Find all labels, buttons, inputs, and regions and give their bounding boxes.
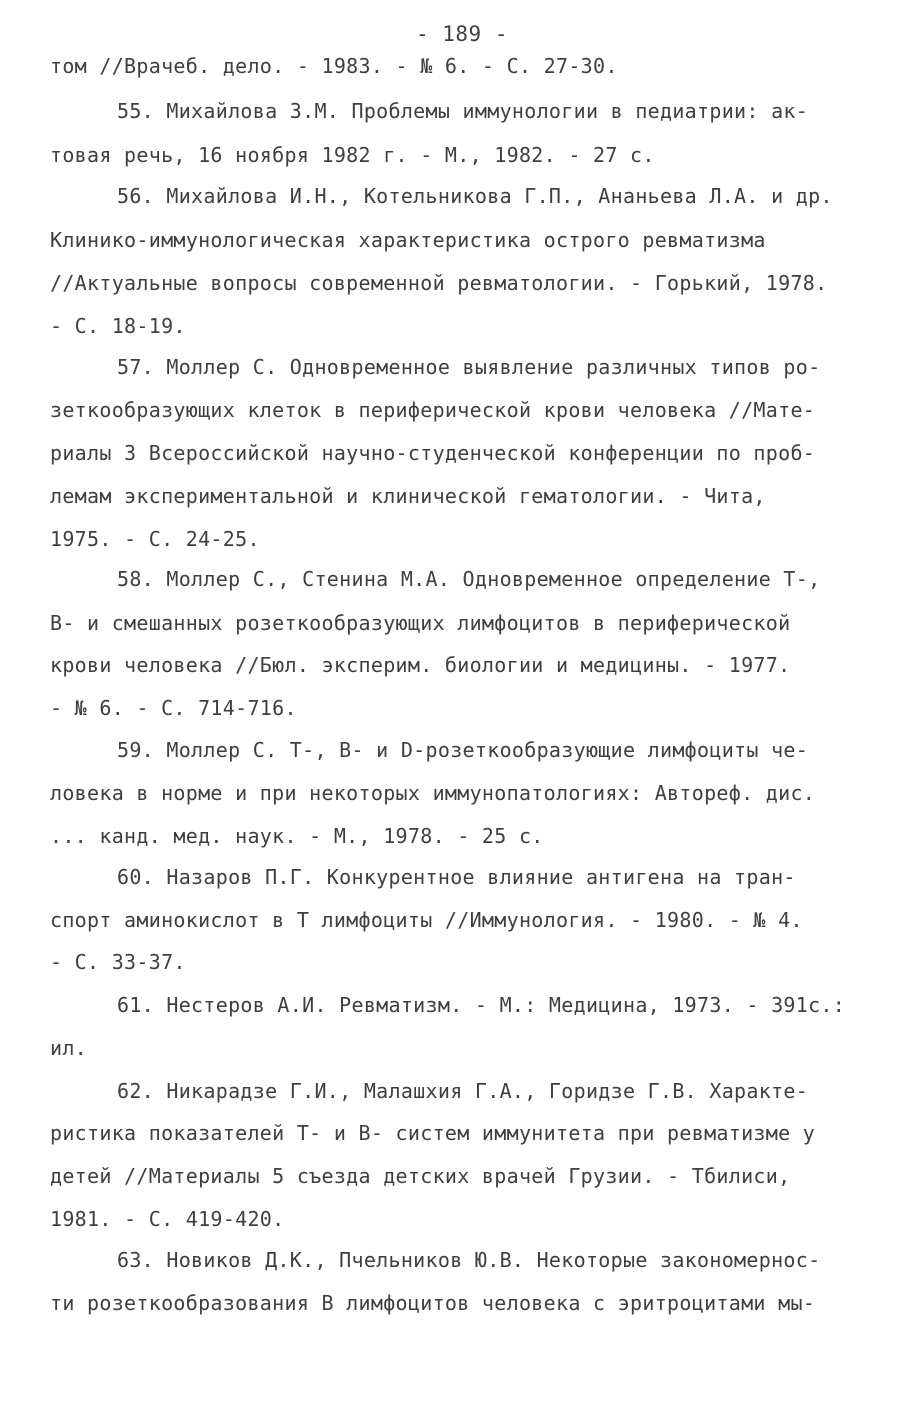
reference-59-line-3: ... канд. мед. наук. - М., 1978. - 25 с. xyxy=(50,824,544,848)
reference-63-line-1: 63. Новиков Д.К., Пчельников Ю.В. Некоторые закономернос- xyxy=(117,1248,821,1272)
reference-62-line-3: детей //Материалы 5 съезда детских врачей Грузии. - Тбилиси, xyxy=(50,1164,791,1188)
reference-57-line-1: 57. Моллер С. Одновременное выявление различных типов ро- xyxy=(117,355,821,379)
page-number: - 189 - xyxy=(415,22,508,46)
reference-58-line-2: В- и смешанных розеткообразующих лимфоцитов в периферической xyxy=(50,611,791,635)
reference-55-line-1: 55. Михайлова З.М. Проблемы иммунологии в педиатрии: ак- xyxy=(117,99,809,123)
reference-56-line-4: - С. 18-19. xyxy=(50,314,186,338)
text-line: том //Врачеб. дело. - 1983. - № 6. - С. 27-30. xyxy=(50,54,618,78)
reference-55-line-2: товая речь, 16 ноября 1982 г. - М., 1982. - 27 с. xyxy=(50,143,655,167)
reference-63-line-2: ти розеткообразования В лимфоцитов человека с эритроцитами мы- xyxy=(50,1291,816,1315)
reference-59-line-2: ловека в норме и при некоторых иммунопатологиях: Автореф. дис. xyxy=(50,781,816,805)
reference-60-line-1: 60. Назаров П.Г. Конкурентное влияние антигена на тран- xyxy=(117,865,796,889)
reference-62-line-4: 1981. - С. 419-420. xyxy=(50,1207,285,1231)
reference-61-line-2: ил. xyxy=(50,1036,88,1060)
reference-62-line-2: ристика показателей Т- и В- систем иммунитета при ревматизме у xyxy=(50,1121,816,1145)
reference-57-line-4: лемам экспериментальной и клинической гематологии. - Чита, xyxy=(50,484,766,508)
reference-58-line-4: - № 6. - С. 714-716. xyxy=(50,696,297,720)
reference-59-line-1: 59. Моллер С. Т-, В- и D-розеткообразующие лимфоциты че- xyxy=(117,738,809,762)
reference-58-line-3: крови человека //Бюл. эксперим. биологии и медицины. - 1977. xyxy=(50,653,791,677)
reference-58-line-1: 58. Моллер С., Стенина М.А. Одновременное определение Т-, xyxy=(117,567,821,591)
reference-61-line-1: 61. Нестеров А.И. Ревматизм. - М.: Медицина, 1973. - 391с.: xyxy=(117,993,846,1017)
reference-62-line-1: 62. Никарадзе Г.И., Малашхия Г.А., Горидзе Г.В. Характе- xyxy=(117,1079,809,1103)
reference-56-line-2: Клинико-иммунологическая характеристика острого ревматизма xyxy=(50,228,766,252)
reference-57-line-5: 1975. - С. 24-25. xyxy=(50,527,260,551)
reference-60-line-2: спорт аминокислот в Т лимфоциты //Иммунология. - 1980. - № 4. xyxy=(50,908,803,932)
reference-57-line-3: риалы 3 Всероссийской научно-студенческой конференции по проб- xyxy=(50,441,816,465)
reference-56-line-3: //Актуальные вопросы современной ревматологии. - Горький, 1978. xyxy=(50,271,828,295)
reference-60-line-3: - С. 33-37. xyxy=(50,950,186,974)
reference-57-line-2: зеткообразующих клеток в периферической крови человека //Мате- xyxy=(50,398,816,422)
reference-56-line-1: 56. Михайлова И.Н., Котельникова Г.П., Ананьева Л.А. и др. xyxy=(117,184,833,208)
